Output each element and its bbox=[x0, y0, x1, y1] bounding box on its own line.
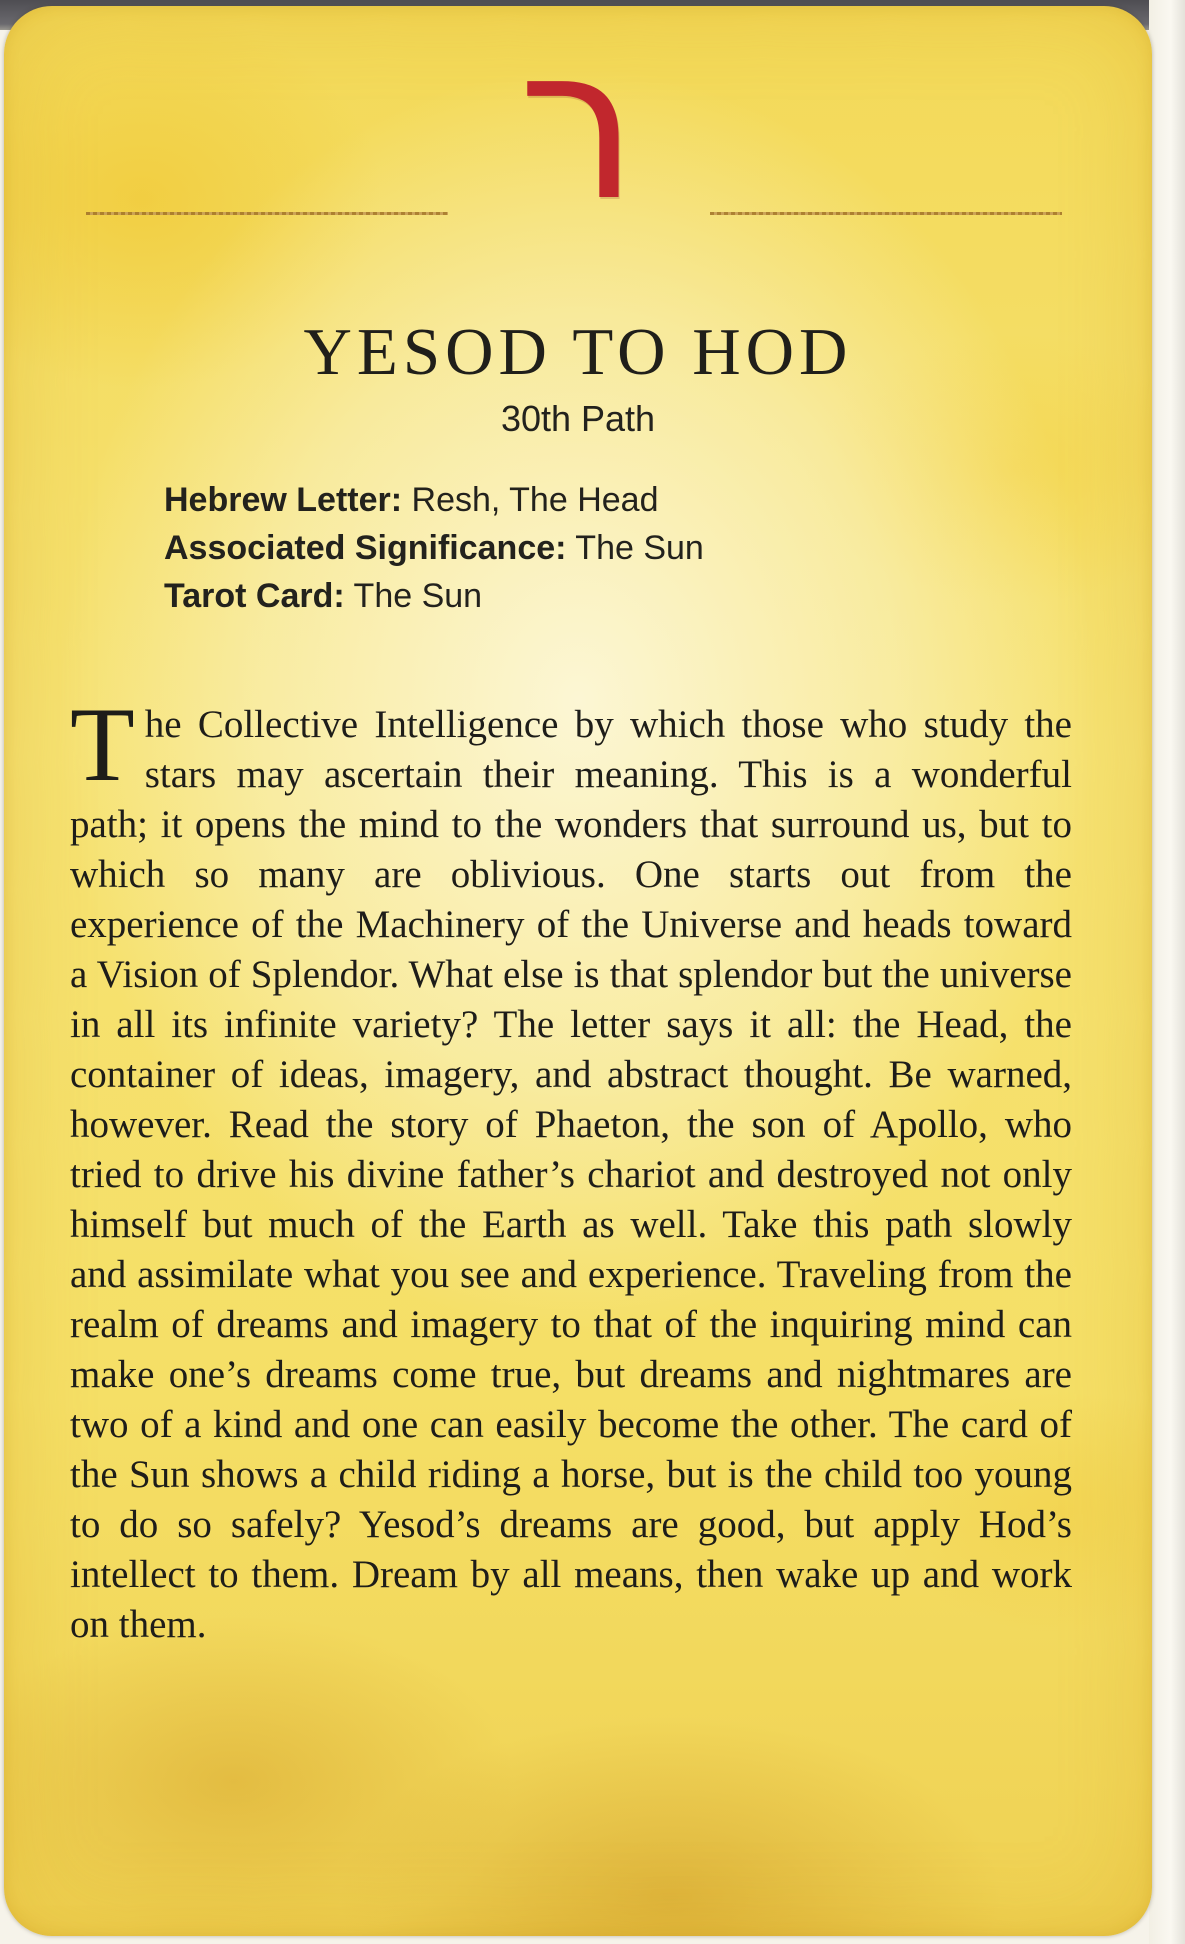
card-title: YESOD TO HOD bbox=[303, 315, 853, 389]
attributes-list bbox=[164, 476, 1072, 620]
scanner-margin bbox=[1149, 0, 1185, 1944]
body-paragraph-text: he Collective Intelligence by which those who study the stars may ascertain their meaning. This is a wonderful path; it opens the mind to the wonders that surround us, but to which so many are oblivious. One starts out from the experience of the Machinery of the Universe and heads toward a Vision of Splendor. What else is that splendor but the universe in all its infinite variety? The letter says it all: the Head, the container of ideas, imagery, and abstract thought. Be warned, however. Read the story of Phaeton, the son of Apollo, who tried to drive his divine father’s chariot and destroyed not only himself but much of the Earth as well. Take this path slowly and assimilate what you see and experience. Traveling from the realm of dreams and imagery to that of the inquiring mind can make one’s dreams come true, but dreams and nightmares are two of a kind and one can easily become the other. The card of the Sun shows a child riding a horse, but is the child too young to do so safely? Yesod’s dreams are good, but apply Hod’s intellect to them. Dream by all means, then wake up and work on them. bbox=[70, 703, 1072, 1646]
dropcap-letter: T bbox=[70, 686, 135, 803]
attribute-tarot-card bbox=[164, 572, 1072, 620]
card-subtitle-path-number: 30th Path bbox=[500, 398, 656, 439]
attribute-value: Resh, The Head bbox=[402, 481, 659, 519]
attribute-associated-significance bbox=[164, 524, 1072, 572]
attribute-label: Associated Significance: bbox=[164, 529, 567, 567]
attribute-value: The Sun bbox=[566, 529, 704, 567]
card-body-paragraph bbox=[70, 686, 1072, 1650]
attribute-label: Hebrew Letter: bbox=[164, 481, 403, 519]
tarot-path-card bbox=[4, 6, 1152, 1936]
attribute-value: The Sun bbox=[344, 577, 483, 615]
attribute-hebrew-letter bbox=[164, 476, 1072, 524]
hebrew-letter-resh: ר bbox=[518, 6, 638, 247]
attribute-label: Tarot Card: bbox=[164, 577, 345, 615]
hebrew-letter-block bbox=[4, 6, 1152, 306]
